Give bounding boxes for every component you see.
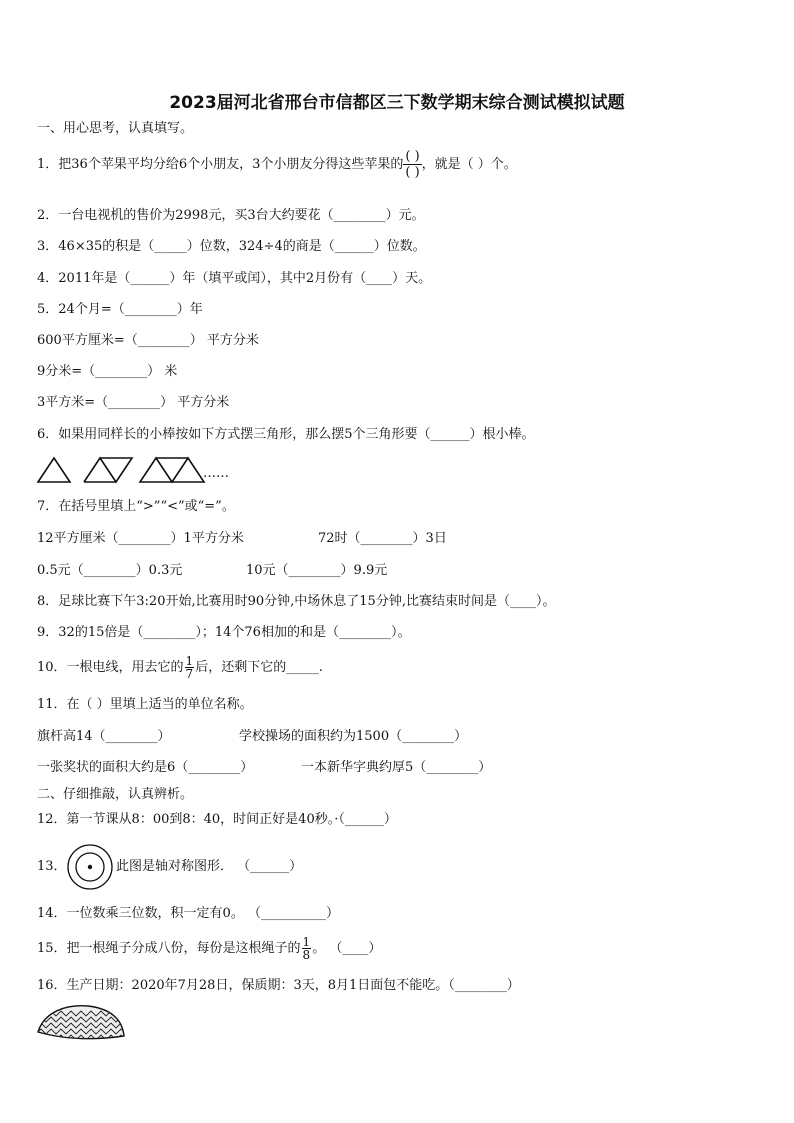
- question-10-text-b: 后，还剩下它的: [195, 660, 287, 675]
- question-5-line-4: 3平方米=（________） 平方分米: [37, 395, 230, 410]
- question-10-text-c: .: [318, 660, 323, 675]
- question-14: 14．一位数乘三位数，积一定有0。 （__________）: [37, 906, 339, 921]
- triangle-two: [84, 458, 132, 482]
- section-heading-1: 一、用心思考，认真填写。: [37, 121, 194, 136]
- question-10-fraction: [185, 655, 195, 680]
- question-3: 3．46×35的积是（_____）位数，324÷4的商是（______）位数。: [37, 239, 426, 254]
- question-9: 9．32的15倍是（________）；14个76相加的和是（________）。: [37, 625, 411, 640]
- question-2: 2．一台电视机的售价为2998元，买3台大约要花（________）元。: [37, 208, 425, 223]
- question-7-row-2b: 10元（________）9.9元: [246, 563, 388, 578]
- question-5-line-3: 9分米=（________） 米: [37, 364, 178, 379]
- question-8: 8．足球比赛下午3:20开始,比赛用时90分钟,中场休息了15分钟,比赛结束时间是（____）。: [37, 594, 556, 609]
- fraction-denominator: 8: [302, 948, 311, 962]
- fraction-numerator: 1: [185, 654, 194, 668]
- question-7-row-2a: 0.5元（________）0.3元: [37, 563, 183, 578]
- question-11-row-1a: 旗杆高14（________）: [37, 729, 171, 744]
- fraction-denominator: ( ): [405, 165, 420, 180]
- question-5-line-2: 600平方厘米=（________） 平方分米: [37, 333, 259, 348]
- question-11: 11．在（ ）里填上适当的单位名称。: [37, 697, 253, 712]
- question-11-row-2a: 一张奖状的面积大约是6（________）: [37, 760, 254, 775]
- question-15-fraction: [302, 936, 312, 961]
- question-4: 4．2011年是（______）年（填平或闰），其中2月份有（____）天。: [37, 271, 432, 286]
- fraction-numerator: ( ): [405, 149, 420, 164]
- bread-icon: [36, 1002, 128, 1042]
- question-10: [37, 652, 323, 684]
- question-1-text-b: ，就是（ ）个。: [421, 157, 517, 172]
- question-15-text-a: 15．把一根绳子分成八份，每份是这根绳子的: [37, 941, 301, 956]
- question-13-number: 13．: [37, 859, 67, 874]
- triangles-figure: [36, 455, 206, 485]
- question-13-text: 此图是轴对称图形． （______）: [116, 859, 303, 874]
- fraction-denominator: 7: [185, 667, 194, 681]
- question-11-row-2b: 一本新华字典约厚5（________）: [301, 760, 492, 775]
- question-15-text-b: 。 （____）: [312, 941, 382, 956]
- question-15: [37, 933, 381, 965]
- question-16: 16．生产日期：2020年7月28日，保质期：3天，8月1日面包不能吃。（________）: [37, 978, 520, 993]
- question-10-text-a: 10．一根电线，用去它的: [37, 660, 184, 675]
- question-1-fraction: [403, 149, 421, 180]
- triangles-ellipsis: ……: [203, 466, 229, 481]
- question-7-row-1a: 12平方厘米（________）1平方分米: [37, 531, 244, 546]
- question-12: 12．第一节课从8：00到8：40，时间正好是40秒。·（______）: [37, 812, 397, 827]
- triangle-one: [38, 458, 70, 482]
- question-7: 7．在括号里填上“>”“<”或“=”。: [37, 499, 235, 514]
- question-1: [37, 148, 517, 182]
- concentric-circles-icon: [66, 843, 114, 891]
- fraction-numerator: 1: [302, 935, 311, 949]
- section-heading-2: 二、仔细推敲，认真辨析。: [37, 787, 194, 802]
- question-10-blank: _____: [286, 660, 319, 675]
- question-6: 6．如果用同样长的小棒按如下方式摆三角形，那么摆5个三角形要（______）根小棒。: [37, 427, 535, 442]
- triangle-three: [140, 458, 204, 482]
- question-1-text-a: 1．把36个苹果平均分给6个小朋友，3个小朋友分得这些苹果的: [37, 157, 404, 172]
- question-5-line-1: 5．24个月=（________）年: [37, 302, 203, 317]
- page-title: 2023届河北省邢台市信都区三下数学期末综合测试模拟试题: [169, 93, 625, 113]
- question-7-row-1b: 72时（________）3日: [318, 531, 447, 546]
- question-11-row-1b: 学校操场的面积约为1500（________）: [239, 729, 468, 744]
